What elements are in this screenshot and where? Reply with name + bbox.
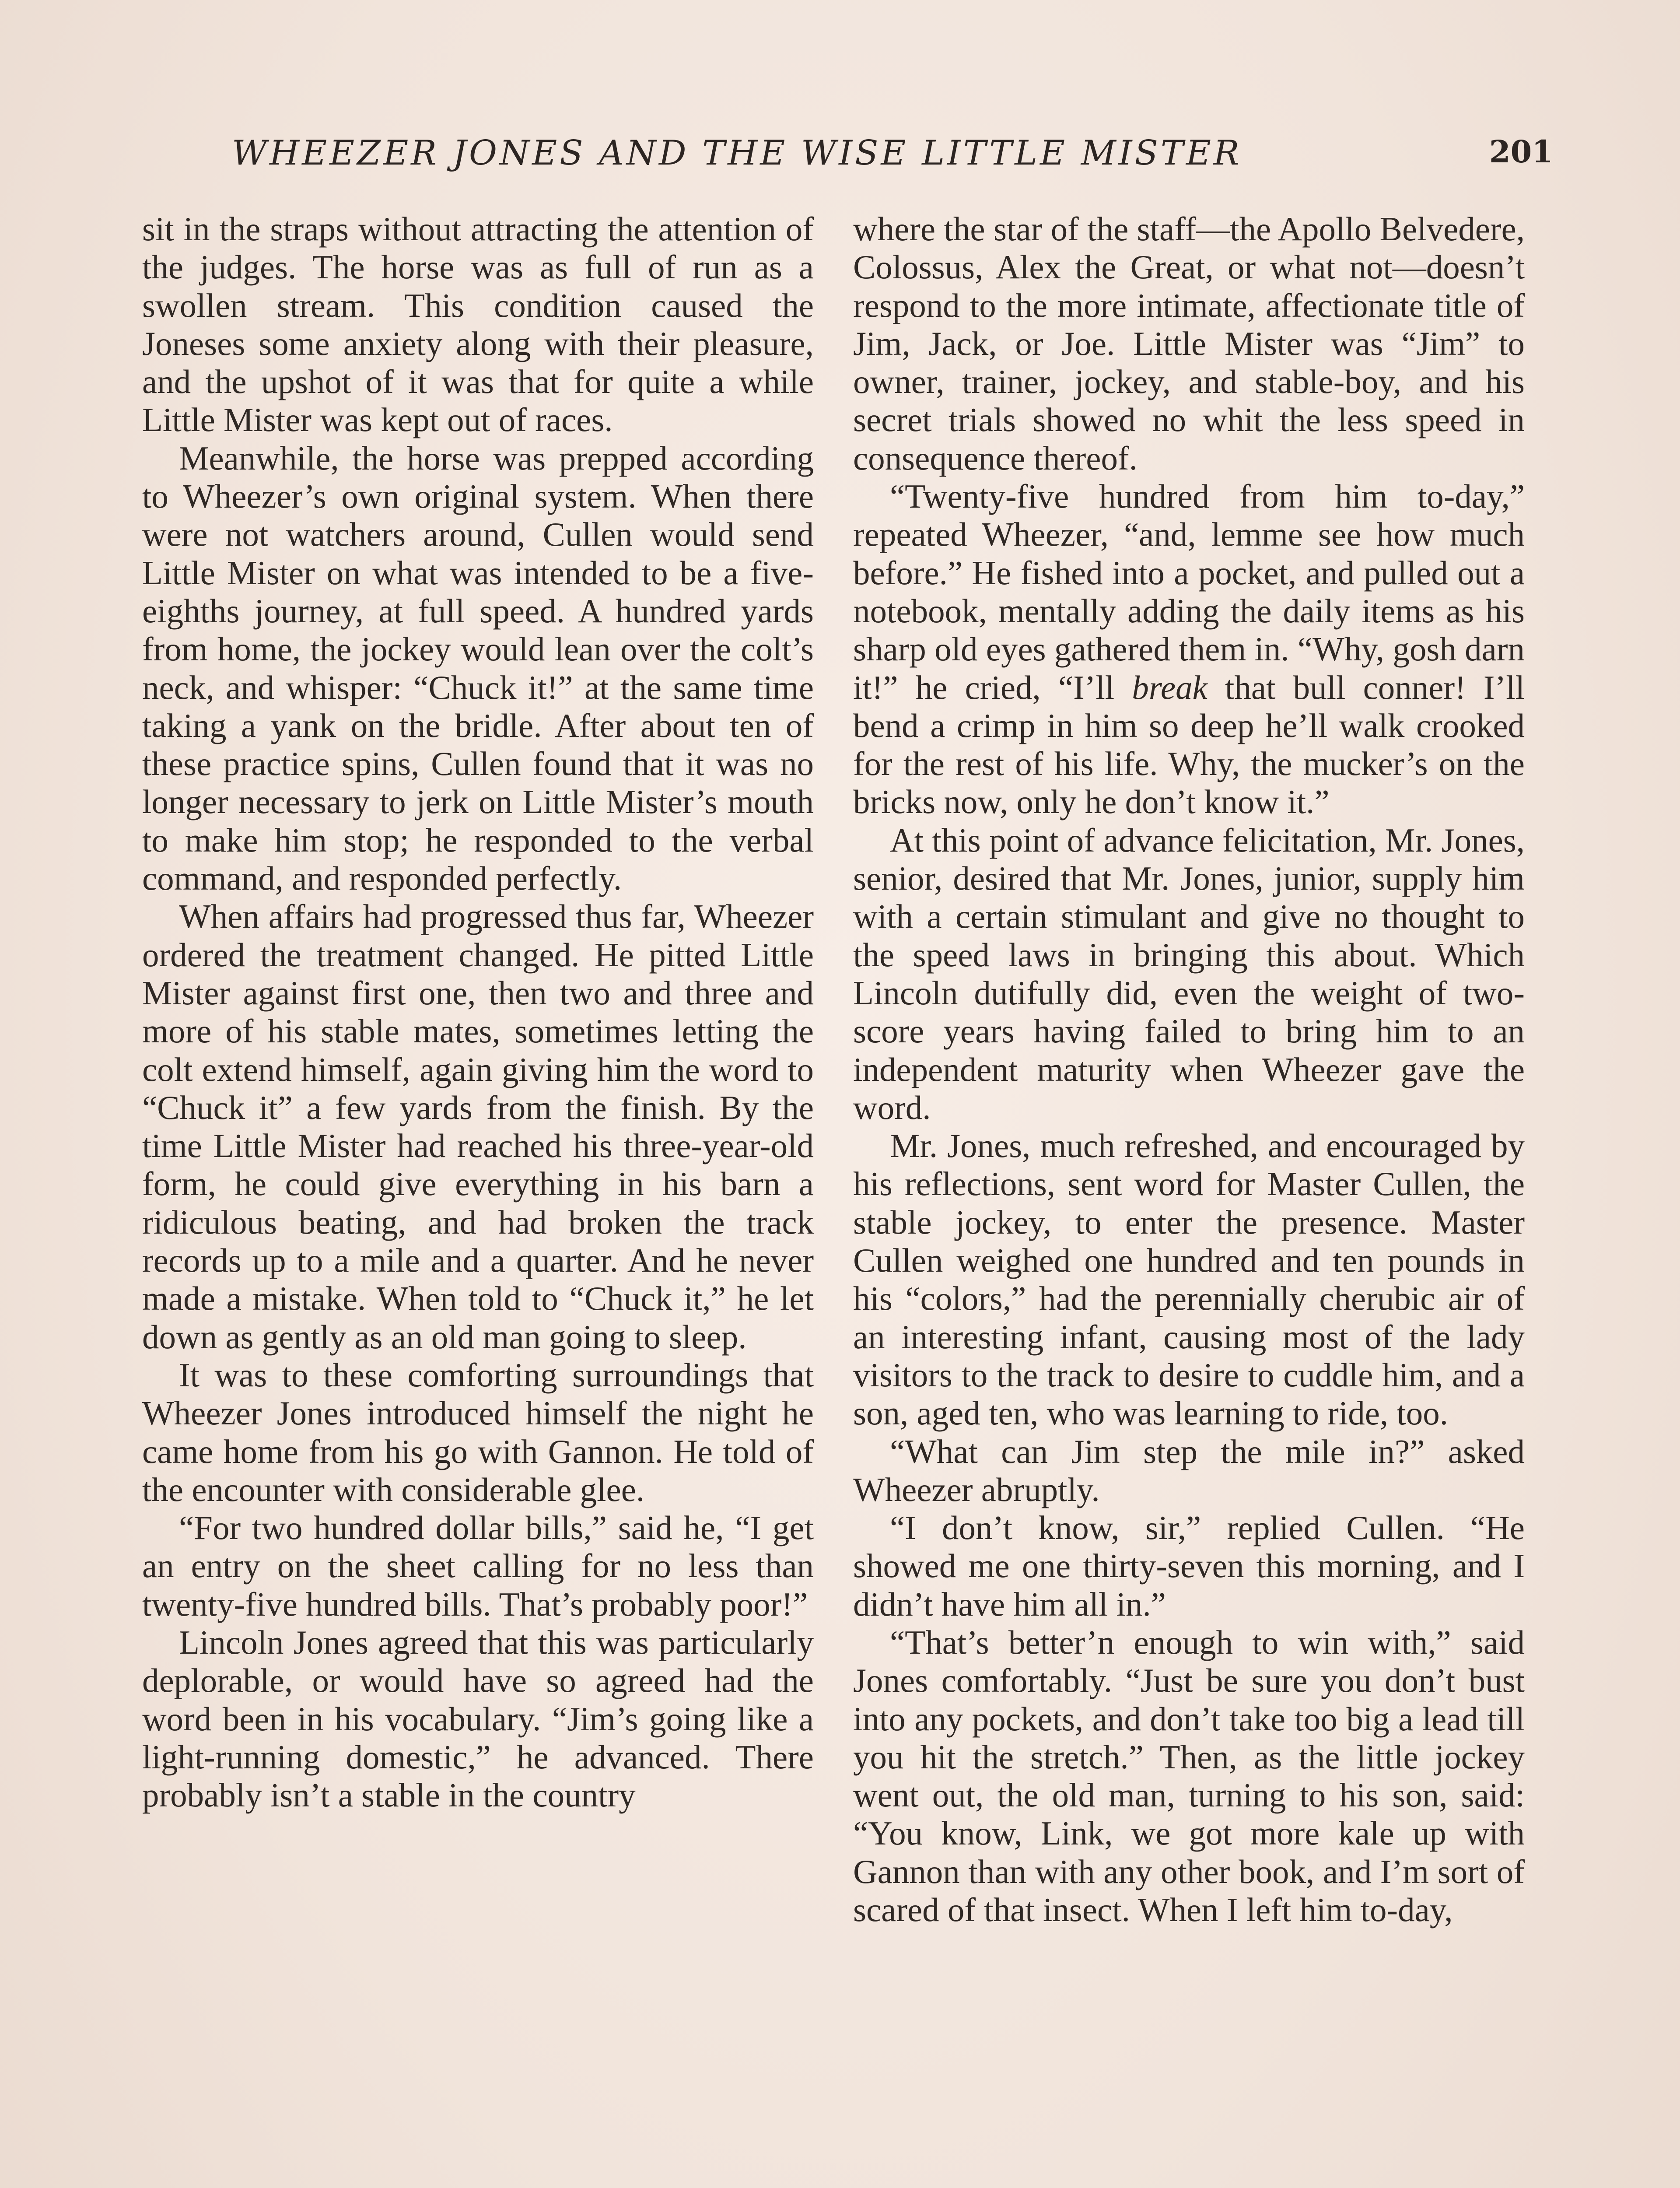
paragraph: Mr. Jones, much refreshed, and encouraged by his reflections, sent word for Master Cullen, the stable jockey, to enter the presence. Master Cullen weighed one hundred and ten pounds in his “colors,” had the perennially cherubic air of an interesting infant, causing most of the lady visitors to the track to desire to cuddle him, and a son, aged ten, who was learning to ride, too. bbox=[853, 1127, 1525, 1432]
paragraph: At this point of advance felicitation, Mr. Jones, senior, desired that Mr. Jones, junior, supply him with a certain stimulant and give no thought to the speed laws in bringing this about. Which Lincoln dutifully did, even the weight of two-score years having failed to bring him to an independent maturity when Wheezer gave the word. bbox=[853, 821, 1525, 1126]
page-header bbox=[232, 133, 1553, 182]
paragraph: “What can Jim step the mile in?” asked Wheezer abruptly. bbox=[853, 1432, 1525, 1508]
page-number: 201 bbox=[1489, 133, 1553, 170]
right-column bbox=[853, 210, 1525, 1929]
left-column bbox=[142, 210, 814, 1814]
paragraph: When affairs had progressed thus far, Wheezer ordered the treatment changed. He pitted Little Mister against first one, then two and three and more of his stable mates, sometimes letting the colt extend himself, again giving him the word to “Chuck it” a few yards from the finish. By the time Little Mister had reached his three-year-old form, he could give everything in his barn a ridiculous beating, and had broken the track records up to a mile and a quarter. And he never made a mistake. When told to “Chuck it,” he let down as gently as an old man going to sleep. bbox=[142, 898, 814, 1356]
paragraph: Lincoln Jones agreed that this was particularly deplorable, or would have so agreed had the word been in his vocabulary. “Jim’s going like a light-running domestic,” he advanced. There probably isn’t a stable in the country bbox=[142, 1623, 814, 1814]
paragraph: Meanwhile, the horse was prepped according to Wheezer’s own original system. When there were not watchers around, Cullen would send Little Mister on what was intended to be a five-eighths journey, at full speed. A hundred yards from home, the jockey would lean over the colt’s neck, and whisper: “Chuck it!” at the same time taking a yank on the bridle. After about ten of these practice spins, Cullen found that it was no longer necessary to jerk on Little Mister’s mouth to make him stop; he responded to the verbal command, and responded perfectly. bbox=[142, 439, 814, 898]
paragraph: “I don’t know, sir,” replied Cullen. “He showed me one thirty-seven this morning, and I didn’t have him all in.” bbox=[853, 1509, 1525, 1623]
paragraph: where the star of the staff—the Apollo Belvedere, Colossus, Alex the Great, or what not—doesn’t respond to the more intimate, affectionate title of Jim, Jack, or Joe. Little Mister was “Jim” to owner, trainer, jockey, and stable-boy, and his secret trials showed no whit the less speed in consequence thereof. bbox=[853, 210, 1525, 477]
paragraph: It was to these comforting surroundings that Wheezer Jones introduced himself the night he came home from his go with Gannon. He told of the encounter with considerable glee. bbox=[142, 1356, 814, 1508]
paragraph: “That’s better’n enough to win with,” said Jones comfortably. “Just be sure you don’t bust into any pockets, and don’t take too big a lead till you hit the stretch.” Then, as the little jockey went out, the old man, turning to his son, said: “You know, Link, we got more kale up with Gannon than with any other book, and I’m sort of scared of that insect. When I left him to-day, bbox=[853, 1623, 1525, 1929]
paragraph: sit in the straps without attracting the attention of the judges. The horse was as full of run as a swollen stream. This condition caused the Joneses some anxiety along with their pleasure, and the upshot of it was that for quite a while Little Mister was kept out of races. bbox=[142, 210, 814, 439]
paragraph: “For two hundred dollar bills,” said he, “I get an entry on the sheet calling for no less than twenty-five hundred bills. That’s probably poor!” bbox=[142, 1509, 814, 1623]
running-title: WHEEZER JONES AND THE WISE LITTLE MISTER bbox=[232, 133, 1242, 173]
paragraph bbox=[853, 477, 1525, 821]
italic-word: break bbox=[1132, 668, 1208, 706]
text-run: that bull conner! I’ll bend a crimp in him so deep he’ll walk crooked for the rest of his life. Why, the mucker’s on the bricks now, only he don’t know it.” bbox=[853, 668, 1525, 821]
text-run: “Twenty-five hundred from him to-day,” repeated Wheezer, “and, lemme see how much before.” He fished into a pocket, and pulled out a notebook, mentally adding the daily items as his sharp old eyes gathered them in. “Why, gosh darn it!” he cried, “I’ll bbox=[853, 477, 1525, 706]
